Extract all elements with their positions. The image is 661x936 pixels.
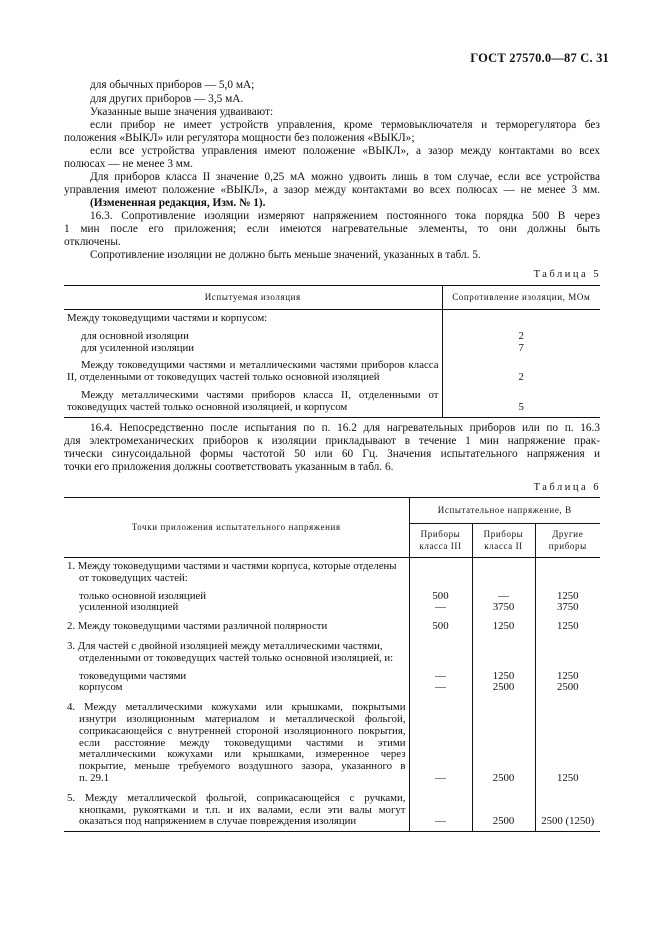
cell-text: только основной изоляцией: [79, 589, 207, 602]
table-row: [64, 694, 600, 785]
cell-text: токоведущими частями: [79, 669, 187, 682]
table-6: [64, 497, 600, 832]
table-row: [64, 310, 600, 355]
cell-text: Между токоведущими частями и металлическими частями приборов класса: [81, 359, 439, 372]
cell-text: Между токоведущими частями и корпусом:: [67, 312, 268, 324]
cell-text: корпусом: [79, 681, 123, 694]
cell-value: 1250: [556, 669, 579, 682]
text-line: управления имеют положение «ВЫКЛ», а зазор между контактами во всех полюсах — не менее 3 мм.: [64, 184, 600, 196]
cell-value: 2500: [492, 815, 515, 828]
cell-text: 1. Между токоведущими частями и частями корпуса, которые отделены: [67, 560, 397, 572]
cell-value: 2: [518, 329, 524, 342]
cell-text: 2. Между токоведущими частями различной полярности: [67, 620, 328, 633]
text-line: Сопротивление изоляции не должно быть меньше значений, указанных в табл. 5.: [90, 249, 481, 261]
table6-header-class2: Приборы: [483, 528, 524, 539]
cell-value: —: [435, 771, 446, 784]
cell-text: п. 29.1: [79, 771, 110, 784]
table6-header-class3: класса III: [419, 540, 462, 551]
cell-value: 1250: [492, 620, 515, 633]
table6-header-points: Точки приложения испытательного напряжения: [64, 498, 409, 558]
table6-header-other: приборы: [548, 540, 587, 551]
table-row: [64, 558, 600, 615]
cell-value: —: [498, 589, 509, 602]
cell-value: 3750: [556, 601, 579, 614]
cell-text: металлическими кожухами или крышками, измеренное через: [79, 748, 406, 761]
table-row: [64, 633, 600, 694]
cell-value: 1250: [556, 589, 579, 602]
cell-text: для усиленной изоляции: [81, 341, 195, 354]
cell-value: 2500: [492, 681, 515, 694]
cell-text: 5. Между металлической фольгой, соприкасающейся с ручками,: [67, 791, 406, 804]
cell-value: 2500: [492, 771, 515, 784]
cell-text: отделенными от токоведущих частей только основной изоляцией, и:: [79, 651, 394, 664]
table-row: [64, 384, 600, 417]
cell-value: 500: [432, 620, 449, 633]
cell-value: 7: [518, 341, 524, 354]
cell-text: оказаться под напряжением в случае повреждения изоляции: [79, 815, 357, 828]
cell-text: II, отделенными от токоведущих частей только основной изоляцией: [67, 371, 380, 384]
cell-text: 3. Для частей с двойной изоляцией между металлическими частями,: [67, 639, 383, 652]
text-line: для электромеханических приборов к изоляции прикладывают в течение 1 мин напряжение прак-: [64, 435, 600, 447]
text-line: отключены.: [64, 236, 121, 248]
cell-value: —: [435, 815, 446, 828]
cell-value: 1250: [556, 620, 579, 633]
cell-text: если расстояние между токоведущими частями и этими: [79, 736, 406, 749]
cell-value: 3750: [492, 601, 515, 614]
text-line: 1 мин после его приложения; если имеются нагревательные элементы, то они должны быть: [64, 223, 600, 235]
text-line: Указанные выше значения удваивают:: [90, 106, 274, 118]
cell-text: кнопками, рукоятками и т.п. и их валами, если эти валы могут: [79, 803, 406, 816]
table6-caption: Таблица 6: [533, 482, 601, 493]
text-line: если прибор не имеет устройств управления, кроме термовыключателя и терморегулятора без: [90, 119, 600, 131]
cell-value: —: [435, 601, 446, 614]
table-row: [64, 614, 600, 633]
cell-text: 4. Между металлическими кожухами или крышками, покрытыми: [67, 701, 406, 714]
table-5: [64, 285, 600, 418]
cell-text: покрытие, меньше требуемого воздушного зазора, указанного в: [79, 760, 406, 773]
cell-value: 500: [432, 589, 449, 602]
text-line: тически синусоидальной формы частотой 50 или 60 Гц. Значения испытательного напряжения и: [64, 448, 600, 460]
page-header: ГОСТ 27570.0—87 С. 31: [470, 51, 609, 65]
table5-header-insulation: Испытуемая изоляция: [64, 286, 442, 310]
text-line: 16.4. Непосредственно после испытания по п. 16.2 для нагревательных приборов или по п. 16.3: [90, 422, 600, 434]
cell-value: 2500 (1250): [541, 815, 595, 828]
cell-text: токоведущих частей только основной изоляцией, и корпусом: [67, 400, 348, 413]
table6-header-other: Другие: [552, 528, 584, 539]
cell-value: 2500: [556, 681, 579, 694]
text-line: положения «ВЫКЛ» или регулятора мощности без положения «ВЫКЛ»;: [64, 132, 415, 144]
text-line: для других приборов — 3,5 мА.: [90, 93, 244, 105]
table5-header-resistance: Сопротивление изоляции, МОм: [452, 291, 591, 302]
text-line: если все устройства управления имеют положение «ВЫКЛ», а зазор между контактами во всех: [90, 145, 600, 157]
cell-value: —: [435, 681, 446, 694]
cell-text: соприкасающейся с внутренней стороной изоляционного покрытия,: [79, 724, 406, 737]
text-line: полюсах — не менее 3 мм.: [64, 158, 193, 170]
cell-value: 1250: [492, 669, 515, 682]
table-row: [64, 354, 600, 384]
amendment-note: (Измененная редакция, Изм. № 1).: [90, 197, 266, 209]
cell-text: от токоведущих частей:: [79, 571, 188, 584]
cell-value: 1250: [556, 771, 579, 784]
table-row: [64, 785, 600, 832]
cell-value: —: [435, 669, 446, 682]
cell-text: Между металлическими частями приборов класса II, отделенными от: [81, 388, 439, 401]
table5-caption: Таблица 5: [533, 269, 601, 280]
text-line: Для приборов класса II значение 0,25 мА можно удвоить лишь в том случае, если все устройства: [90, 171, 600, 183]
cell-text: усиленной изоляцией: [79, 601, 179, 614]
text-line: для обычных приборов — 5,0 мА;: [90, 79, 255, 91]
table6-header-voltage: Испытательное напряжение, В: [409, 498, 600, 524]
table6-header-class2: класса II: [484, 540, 523, 551]
cell-text: изнутри изоляционным материалом и металлической фольгой,: [79, 712, 406, 725]
text-line: 16.3. Сопротивление изоляции измеряют напряжением постоянного тока порядка 500 В через: [90, 210, 600, 222]
cell-value: 2: [518, 371, 524, 384]
text-line: точки его приложения должны соответствовать указанным в табл. 6.: [64, 461, 394, 473]
cell-value: 5: [518, 400, 524, 413]
table6-header-class3: Приборы: [420, 528, 461, 539]
cell-text: для основной изоляции: [81, 329, 189, 342]
